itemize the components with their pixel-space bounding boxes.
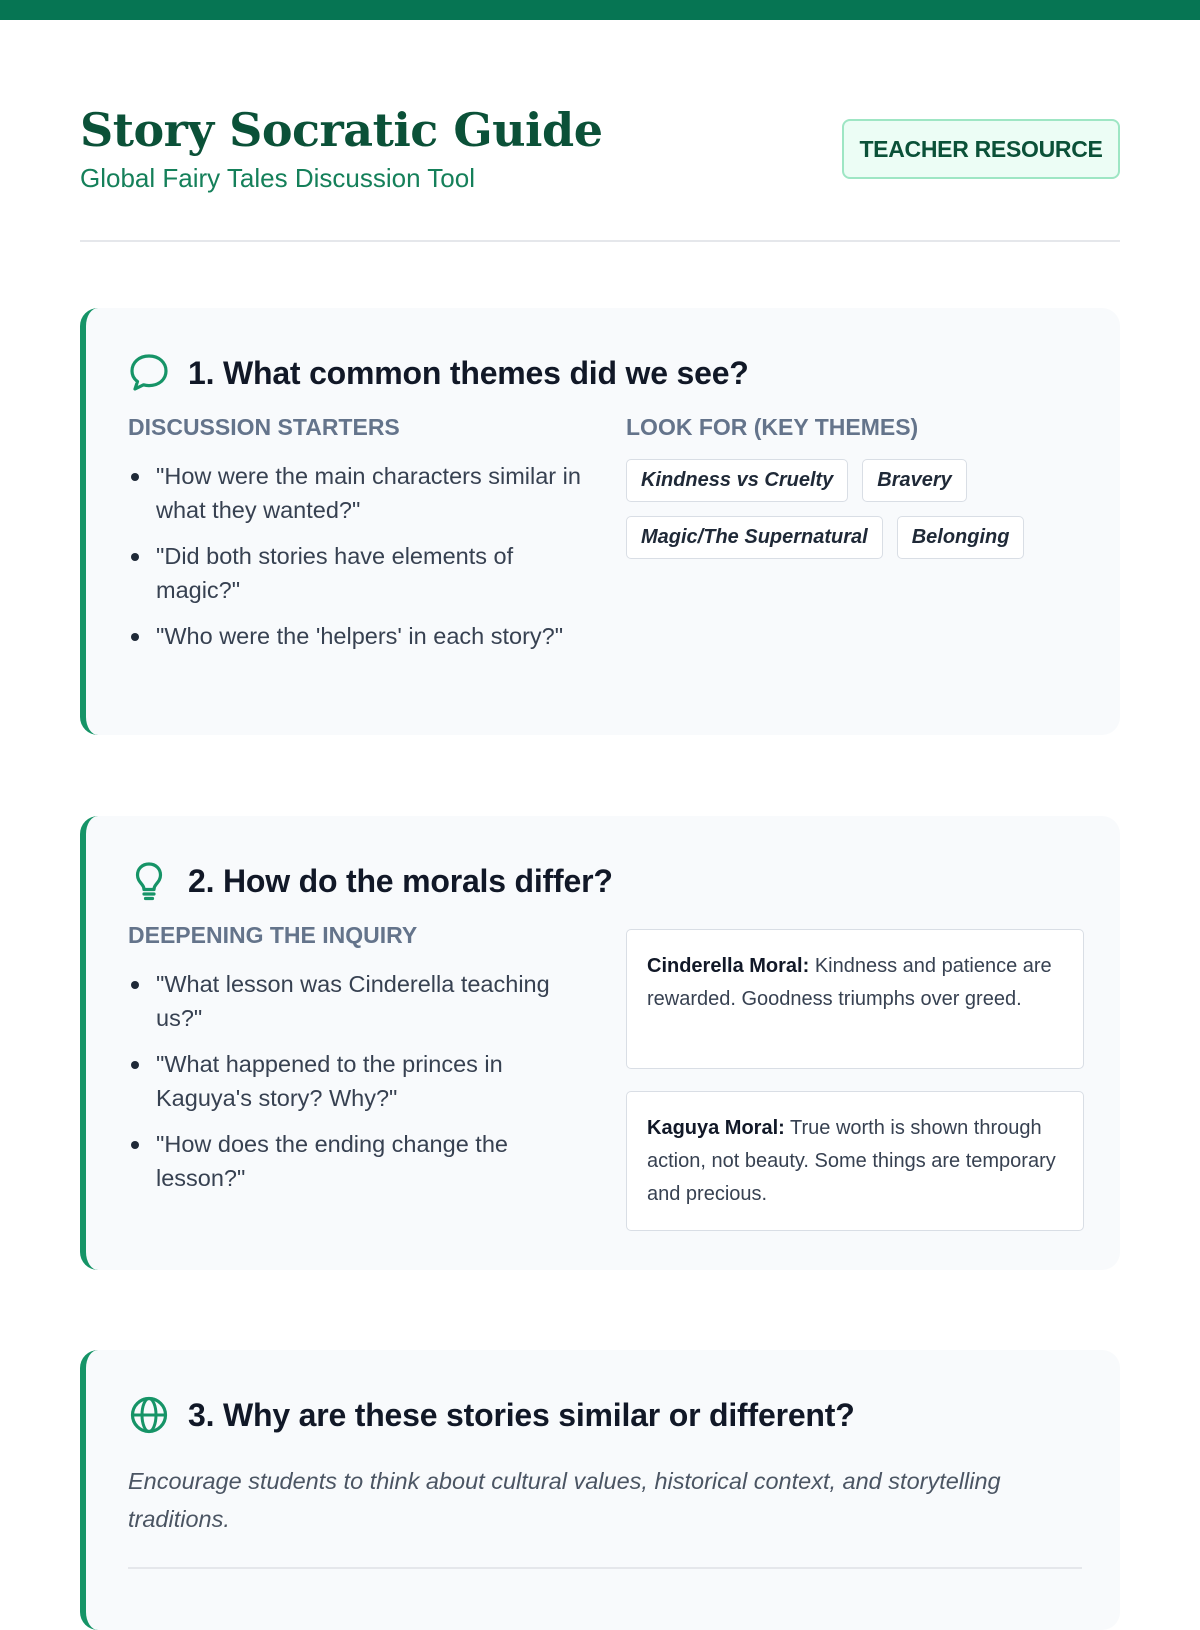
- list-item: "How does the ending change the lesson?": [128, 1127, 588, 1195]
- moral-label: Cinderella Moral:: [647, 955, 810, 977]
- section-header: [128, 1392, 855, 1438]
- teacher-resource-badge: TEACHER RESOURCE: [842, 119, 1120, 179]
- discussion-starters-column: [128, 414, 588, 665]
- section-header: [128, 350, 749, 396]
- key-themes-column: [626, 414, 1086, 559]
- page-subtitle: Global Fairy Tales Discussion Tool: [80, 163, 475, 193]
- section-similar-different: [80, 1350, 1120, 1630]
- kaguya-moral-card: [626, 1091, 1084, 1231]
- top-accent-bar: [0, 0, 1200, 20]
- list-item: "What happened to the princes in Kaguya's story? Why?": [128, 1047, 588, 1115]
- section-intro-text: Encourage students to think about cultural values, historical context, and storytelling traditions.: [128, 1468, 1001, 1532]
- key-themes-label: LOOK FOR (KEY THEMES): [626, 414, 919, 440]
- cinderella-moral-card: [626, 929, 1084, 1069]
- theme-tags: [626, 459, 1086, 559]
- theme-tag: Bravery: [862, 459, 967, 502]
- deepening-inquiry-label: DEEPENING THE INQUIRY: [128, 922, 418, 948]
- moral-text: True worth is shown through action, not beauty. Some things are temporary and precious.: [647, 1117, 1056, 1205]
- question-list: [128, 967, 588, 1195]
- section-morals: [80, 816, 1120, 1270]
- speech-bubble-icon: [128, 352, 170, 394]
- theme-tag: Belonging: [897, 516, 1025, 559]
- lightbulb-icon: [128, 860, 170, 902]
- list-item: "What lesson was Cinderella teaching us?": [128, 967, 588, 1035]
- list-item: "How were the main characters similar in what they wanted?": [128, 459, 588, 527]
- list-item: "Did both stories have elements of magic?": [128, 539, 588, 607]
- theme-tag: Kindness vs Cruelty: [626, 459, 848, 502]
- moral-label: Kaguya Moral:: [647, 1117, 785, 1139]
- section-title: 3. Why are these stories similar or different?: [188, 1396, 855, 1433]
- list-item: "Who were the 'helpers' in each story?": [128, 619, 588, 653]
- globe-icon: [128, 1394, 170, 1436]
- section-divider: [128, 1567, 1082, 1569]
- question-list: [128, 459, 588, 653]
- section-title: 2. How do the morals differ?: [188, 862, 613, 899]
- discussion-starters-label: DISCUSSION STARTERS: [128, 414, 400, 440]
- section-title: 1. What common themes did we see?: [188, 354, 749, 391]
- section-common-themes: [80, 308, 1120, 735]
- page-header: [80, 100, 1120, 200]
- theme-tag: Magic/The Supernatural: [626, 516, 883, 559]
- section-header: [128, 858, 613, 904]
- moral-text: Kindness and patience are rewarded. Goodness triumphs over greed.: [647, 955, 1052, 1010]
- deepening-inquiry-column: [128, 922, 588, 1207]
- page-title: Story Socratic Guide: [80, 103, 603, 157]
- header-divider: [80, 240, 1120, 242]
